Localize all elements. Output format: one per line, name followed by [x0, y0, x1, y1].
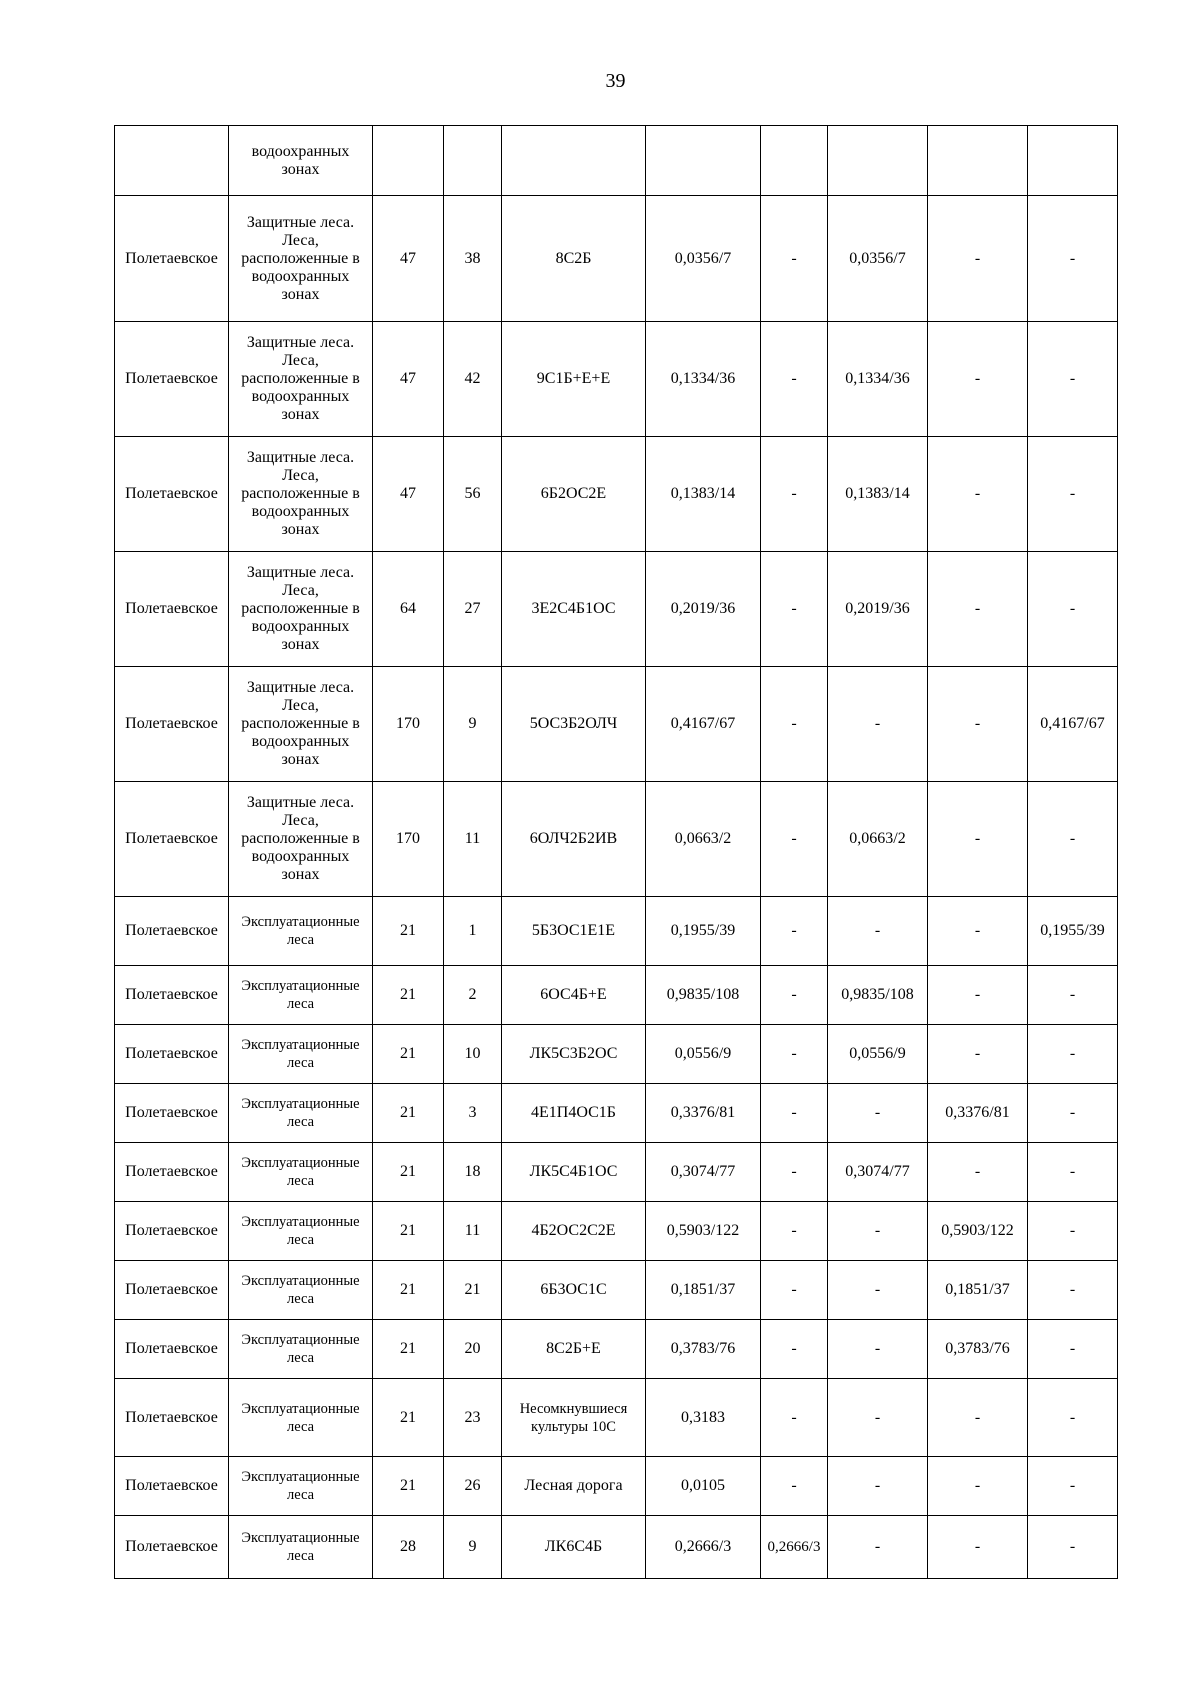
table-row	[115, 322, 1118, 437]
cell-value-4: -	[1028, 196, 1118, 322]
table-row	[115, 1379, 1118, 1457]
cell-value-1: -	[761, 196, 828, 322]
forest-plots-table	[114, 125, 1118, 1579]
cell-value-4: -	[1028, 1143, 1118, 1202]
cell-value-2: -	[828, 897, 928, 966]
cell-value-2: -	[828, 1261, 928, 1320]
cell-kvartal: 21	[373, 1379, 444, 1457]
cell-kvartal	[373, 126, 444, 196]
cell-vydel: 11	[444, 782, 502, 897]
cell-composition: 3Е2С4Б1ОС	[502, 552, 646, 667]
cell-forestry: Полетаевское	[115, 196, 229, 322]
cell-value-2: 0,1383/14	[828, 437, 928, 552]
cell-forest-purpose: Эксплуатационные леса	[229, 1457, 373, 1516]
table-row	[115, 1457, 1118, 1516]
cell-value-4: -	[1028, 1202, 1118, 1261]
cell-composition: 6Б3ОС1С	[502, 1261, 646, 1320]
cell-vydel: 18	[444, 1143, 502, 1202]
cell-value-3: -	[928, 196, 1028, 322]
cell-kvartal: 47	[373, 196, 444, 322]
cell-composition: 6Б2ОС2Е	[502, 437, 646, 552]
cell-value-3: -	[928, 1516, 1028, 1579]
cell-value-4: -	[1028, 437, 1118, 552]
cell-value-2: 0,0356/7	[828, 196, 928, 322]
cell-composition: 9С1Б+Е+Е	[502, 322, 646, 437]
cell-composition: ЛК5С4Б1ОС	[502, 1143, 646, 1202]
cell-forest-purpose: Защитные леса. Леса, расположенные в водоохранных зонах	[229, 667, 373, 782]
cell-composition: 8С2Б+Е	[502, 1320, 646, 1379]
cell-value-4: -	[1028, 1457, 1118, 1516]
cell-vydel: 26	[444, 1457, 502, 1516]
cell-forestry	[115, 126, 229, 196]
cell-value-1: -	[761, 667, 828, 782]
cell-value-4: -	[1028, 1320, 1118, 1379]
cell-value-2: -	[828, 1320, 928, 1379]
cell-value-2: 0,9835/108	[828, 966, 928, 1025]
cell-value-3: -	[928, 966, 1028, 1025]
table-row	[115, 1084, 1118, 1143]
cell-value-3: -	[928, 437, 1028, 552]
cell-forestry: Полетаевское	[115, 1457, 229, 1516]
cell-value-3: -	[928, 1379, 1028, 1457]
cell-area: 0,4167/67	[646, 667, 761, 782]
cell-kvartal: 170	[373, 782, 444, 897]
cell-value-2: -	[828, 1202, 928, 1261]
cell-forest-purpose: Защитные леса. Леса, расположенные в водоохранных зонах	[229, 196, 373, 322]
cell-forestry: Полетаевское	[115, 1516, 229, 1579]
cell-value-1	[761, 126, 828, 196]
cell-value-4: 0,4167/67	[1028, 667, 1118, 782]
cell-area: 0,0105	[646, 1457, 761, 1516]
table-row	[115, 552, 1118, 667]
cell-kvartal: 47	[373, 322, 444, 437]
cell-value-4: -	[1028, 1379, 1118, 1457]
cell-kvartal: 64	[373, 552, 444, 667]
cell-kvartal: 21	[373, 966, 444, 1025]
page-number: 39	[605, 70, 626, 92]
cell-composition: 4Е1П4ОС1Б	[502, 1084, 646, 1143]
cell-value-3: -	[928, 782, 1028, 897]
cell-forest-purpose: Защитные леса. Леса, расположенные в водоохранных зонах	[229, 782, 373, 897]
cell-forest-purpose: Защитные леса. Леса, расположенные в водоохранных зонах	[229, 552, 373, 667]
cell-kvartal: 21	[373, 1202, 444, 1261]
cell-forest-purpose: Эксплуатационные леса	[229, 966, 373, 1025]
cell-value-3: 0,1851/37	[928, 1261, 1028, 1320]
cell-vydel	[444, 126, 502, 196]
cell-forestry: Полетаевское	[115, 782, 229, 897]
cell-forestry: Полетаевское	[115, 1379, 229, 1457]
cell-forest-purpose: Эксплуатационные леса	[229, 1025, 373, 1084]
cell-vydel: 56	[444, 437, 502, 552]
cell-value-3: -	[928, 667, 1028, 782]
cell-value-1: -	[761, 1143, 828, 1202]
cell-forest-purpose: Эксплуатационные леса	[229, 1261, 373, 1320]
cell-value-1: -	[761, 322, 828, 437]
cell-vydel: 42	[444, 322, 502, 437]
cell-value-1: -	[761, 1320, 828, 1379]
cell-value-3: -	[928, 552, 1028, 667]
cell-forest-purpose: Эксплуатационные леса	[229, 1084, 373, 1143]
cell-composition: 4Б2ОС2С2Е	[502, 1202, 646, 1261]
cell-value-2: 0,0556/9	[828, 1025, 928, 1084]
cell-area: 0,0556/9	[646, 1025, 761, 1084]
cell-value-4: -	[1028, 322, 1118, 437]
cell-forest-purpose: Эксплуатационные леса	[229, 1320, 373, 1379]
cell-vydel: 27	[444, 552, 502, 667]
cell-value-4: -	[1028, 782, 1118, 897]
cell-area: 0,1383/14	[646, 437, 761, 552]
cell-value-1: -	[761, 1457, 828, 1516]
cell-composition: Лесная дорога	[502, 1457, 646, 1516]
cell-forestry: Полетаевское	[115, 897, 229, 966]
cell-value-3: -	[928, 897, 1028, 966]
cell-value-4: -	[1028, 1261, 1118, 1320]
cell-forest-purpose: водоохранных зонах	[229, 126, 373, 196]
cell-value-1: -	[761, 1025, 828, 1084]
cell-value-3: 0,3783/76	[928, 1320, 1028, 1379]
cell-kvartal: 21	[373, 1084, 444, 1143]
cell-value-1: -	[761, 1379, 828, 1457]
cell-forest-purpose: Защитные леса. Леса, расположенные в водоохранных зонах	[229, 322, 373, 437]
cell-vydel: 23	[444, 1379, 502, 1457]
cell-value-2: 0,1334/36	[828, 322, 928, 437]
cell-forestry: Полетаевское	[115, 322, 229, 437]
cell-composition	[502, 126, 646, 196]
table-row	[115, 1320, 1118, 1379]
cell-area: 0,0663/2	[646, 782, 761, 897]
cell-value-1: -	[761, 1202, 828, 1261]
table-row	[115, 667, 1118, 782]
cell-value-4: 0,1955/39	[1028, 897, 1118, 966]
cell-forest-purpose: Защитные леса. Леса, расположенные в водоохранных зонах	[229, 437, 373, 552]
cell-area: 0,2666/3	[646, 1516, 761, 1579]
cell-area: 0,3376/81	[646, 1084, 761, 1143]
cell-value-3: -	[928, 322, 1028, 437]
cell-composition: ЛК5С3Б2ОС	[502, 1025, 646, 1084]
cell-forestry: Полетаевское	[115, 1320, 229, 1379]
cell-area: 0,9835/108	[646, 966, 761, 1025]
cell-value-2: 0,0663/2	[828, 782, 928, 897]
table-row	[115, 1261, 1118, 1320]
table-row	[115, 966, 1118, 1025]
cell-vydel: 21	[444, 1261, 502, 1320]
cell-composition: 8С2Б	[502, 196, 646, 322]
table-row	[115, 196, 1118, 322]
cell-vydel: 10	[444, 1025, 502, 1084]
cell-area: 0,1955/39	[646, 897, 761, 966]
cell-composition: Несомкнувшиеся культуры 10С	[502, 1379, 646, 1457]
cell-value-2: -	[828, 1516, 928, 1579]
cell-area: 0,3074/77	[646, 1143, 761, 1202]
cell-value-4: -	[1028, 1516, 1118, 1579]
cell-forestry: Полетаевское	[115, 437, 229, 552]
cell-vydel: 1	[444, 897, 502, 966]
table-row	[115, 1143, 1118, 1202]
cell-forestry: Полетаевское	[115, 1143, 229, 1202]
cell-kvartal: 21	[373, 1025, 444, 1084]
cell-area: 0,0356/7	[646, 196, 761, 322]
cell-area: 0,1334/36	[646, 322, 761, 437]
cell-vydel: 9	[444, 1516, 502, 1579]
cell-area: 0,3183	[646, 1379, 761, 1457]
cell-kvartal: 21	[373, 897, 444, 966]
cell-area: 0,3783/76	[646, 1320, 761, 1379]
cell-forestry: Полетаевское	[115, 966, 229, 1025]
cell-value-2: -	[828, 1457, 928, 1516]
cell-composition: 6ОЛЧ2Б2ИВ	[502, 782, 646, 897]
table-row	[115, 782, 1118, 897]
cell-kvartal: 21	[373, 1143, 444, 1202]
cell-value-3	[928, 126, 1028, 196]
cell-value-3: -	[928, 1457, 1028, 1516]
cell-value-4: -	[1028, 1025, 1118, 1084]
cell-value-4: -	[1028, 966, 1118, 1025]
cell-value-1: -	[761, 897, 828, 966]
cell-value-1: -	[761, 552, 828, 667]
cell-kvartal: 21	[373, 1261, 444, 1320]
cell-forest-purpose: Эксплуатационные леса	[229, 1202, 373, 1261]
table-row	[115, 1025, 1118, 1084]
cell-area	[646, 126, 761, 196]
cell-area: 0,1851/37	[646, 1261, 761, 1320]
cell-forestry: Полетаевское	[115, 667, 229, 782]
cell-area: 0,2019/36	[646, 552, 761, 667]
cell-value-1: -	[761, 1084, 828, 1143]
table-row	[115, 1202, 1118, 1261]
cell-value-2: -	[828, 1379, 928, 1457]
cell-value-3: -	[928, 1025, 1028, 1084]
cell-value-1: -	[761, 437, 828, 552]
cell-value-1: -	[761, 1261, 828, 1320]
table-row	[115, 1516, 1118, 1579]
cell-composition: ЛК6С4Б	[502, 1516, 646, 1579]
cell-value-3: 0,3376/81	[928, 1084, 1028, 1143]
cell-composition: 6ОС4Б+Е	[502, 966, 646, 1025]
cell-forest-purpose: Эксплуатационные леса	[229, 1379, 373, 1457]
cell-forestry: Полетаевское	[115, 552, 229, 667]
cell-value-1: -	[761, 966, 828, 1025]
cell-value-4: -	[1028, 1084, 1118, 1143]
cell-area: 0,5903/122	[646, 1202, 761, 1261]
cell-value-2: 0,3074/77	[828, 1143, 928, 1202]
cell-value-1: 0,2666/3	[761, 1516, 828, 1579]
cell-value-2: -	[828, 1084, 928, 1143]
cell-value-1: -	[761, 782, 828, 897]
cell-kvartal: 21	[373, 1320, 444, 1379]
cell-value-3: -	[928, 1143, 1028, 1202]
cell-composition: 5Б3ОС1Е1Е	[502, 897, 646, 966]
cell-forestry: Полетаевское	[115, 1261, 229, 1320]
cell-forestry: Полетаевское	[115, 1084, 229, 1143]
table-row	[115, 126, 1118, 196]
cell-value-4	[1028, 126, 1118, 196]
cell-kvartal: 28	[373, 1516, 444, 1579]
cell-forest-purpose: Эксплуатационные леса	[229, 1143, 373, 1202]
cell-kvartal: 170	[373, 667, 444, 782]
cell-value-4: -	[1028, 552, 1118, 667]
cell-kvartal: 21	[373, 1457, 444, 1516]
cell-value-2	[828, 126, 928, 196]
table-row	[115, 897, 1118, 966]
cell-kvartal: 47	[373, 437, 444, 552]
cell-forestry: Полетаевское	[115, 1025, 229, 1084]
cell-vydel: 9	[444, 667, 502, 782]
cell-forest-purpose: Эксплуатационные леса	[229, 1516, 373, 1579]
cell-vydel: 20	[444, 1320, 502, 1379]
cell-composition: 5ОС3Б2ОЛЧ	[502, 667, 646, 782]
cell-value-2: 0,2019/36	[828, 552, 928, 667]
cell-forestry: Полетаевское	[115, 1202, 229, 1261]
cell-forest-purpose: Эксплуатационные леса	[229, 897, 373, 966]
table-row	[115, 437, 1118, 552]
cell-value-3: 0,5903/122	[928, 1202, 1028, 1261]
cell-vydel: 3	[444, 1084, 502, 1143]
cell-vydel: 38	[444, 196, 502, 322]
cell-vydel: 11	[444, 1202, 502, 1261]
cell-vydel: 2	[444, 966, 502, 1025]
cell-value-2: -	[828, 667, 928, 782]
